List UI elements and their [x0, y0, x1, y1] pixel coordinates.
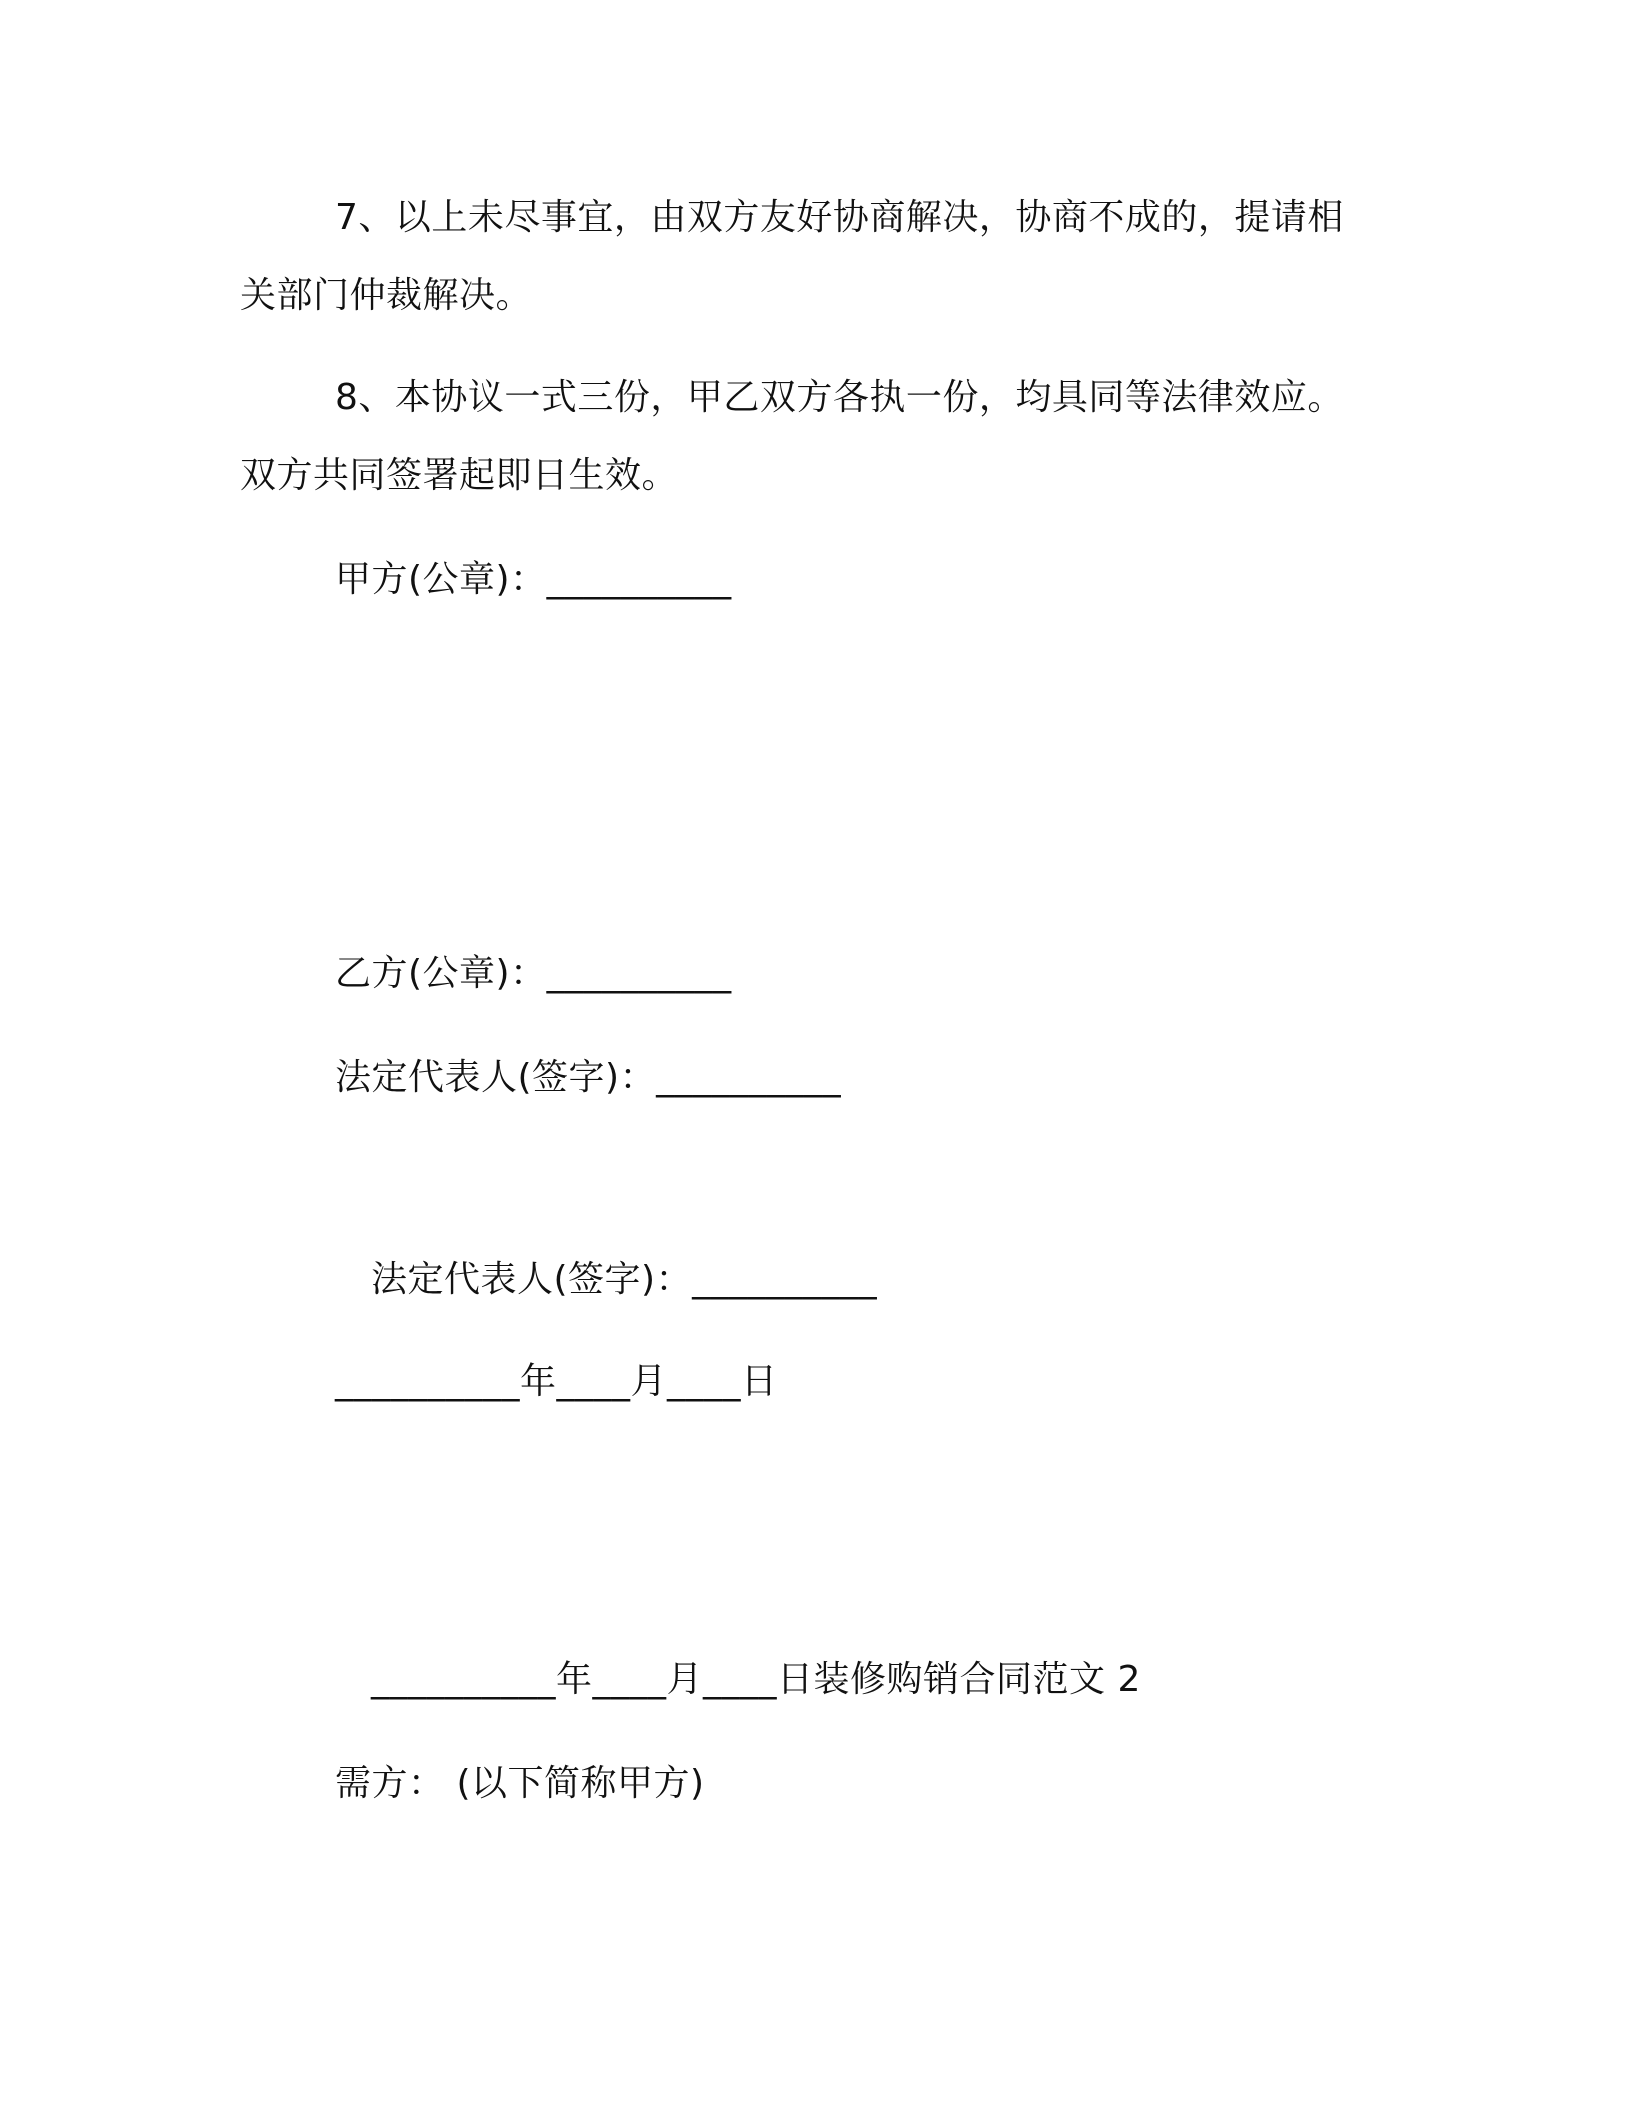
contract-title-line: __________年____月____日装修购销合同范文 2 [371, 1659, 1141, 1700]
party-b-seal-line: 乙方(公章)：__________ [335, 953, 732, 994]
legal-representative-line-1: 法定代表人(签字)：__________ [335, 1057, 842, 1098]
clause-7-line-2: 关部门仲裁解决。 [240, 275, 533, 316]
date-line: __________年____月____日 [335, 1361, 778, 1402]
clause-7-line-1: 7、以上未尽事宜，由双方友好协商解决，协商不成的，提请相 [335, 197, 1344, 238]
clause-8-line-1: 8、本协议一式三份，甲乙双方各执一份，均具同等法律效应。 [335, 377, 1344, 418]
legal-representative-line-2: 法定代表人(签字)：__________ [371, 1259, 878, 1300]
clause-8-line-2: 双方共同签署起即日生效。 [240, 455, 679, 496]
party-a-seal-line: 甲方(公章)：__________ [335, 559, 732, 600]
buyer-line: 需方： (以下简称甲方) [335, 1763, 705, 1804]
